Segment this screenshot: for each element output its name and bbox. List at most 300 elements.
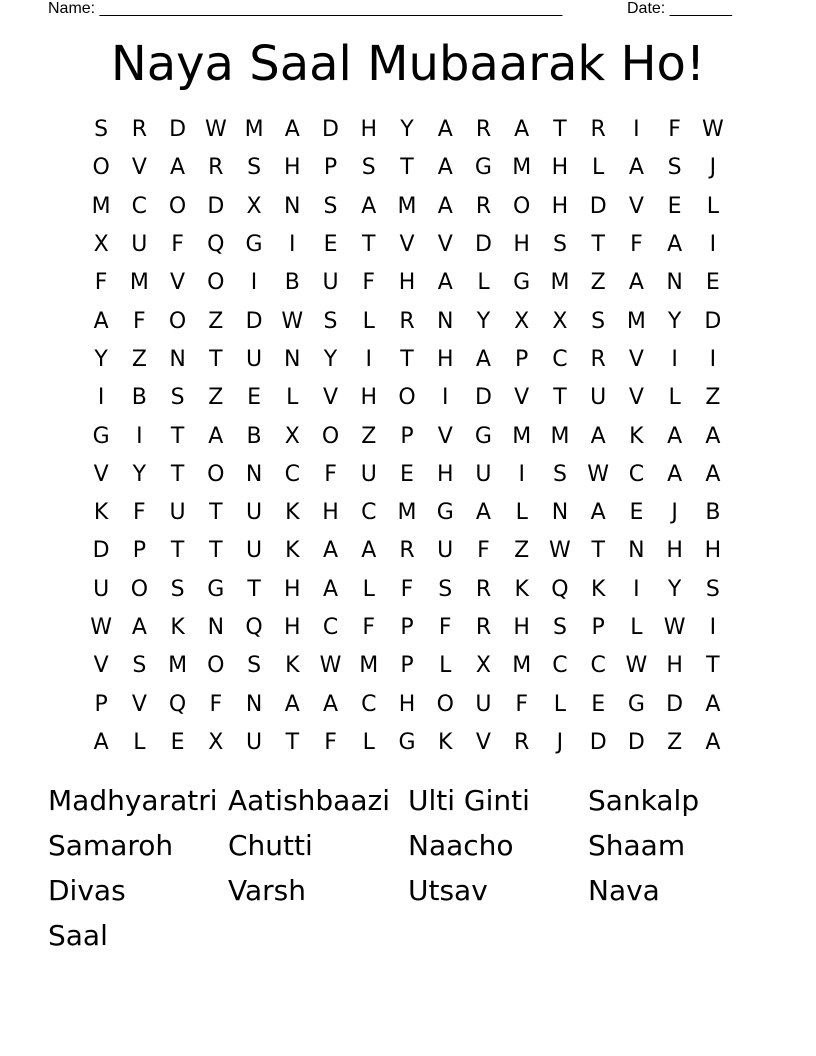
grid-cell[interactable]: K [170,615,185,640]
grid-cell[interactable]: U [246,729,263,755]
grid-cell[interactable]: L [668,385,681,411]
grid-cell[interactable]: Q [207,232,225,258]
grid-cell[interactable]: W [281,308,304,334]
grid-cell[interactable]: V [399,232,415,258]
grid-cell[interactable]: A [170,155,186,181]
grid-cell[interactable]: E [170,729,185,755]
grid-cell[interactable]: H [398,691,416,717]
grid-cell[interactable]: Z [361,423,377,449]
grid-cell[interactable]: N [551,500,569,526]
grid-cell[interactable]: J [709,155,717,181]
grid-cell[interactable]: C [284,461,300,487]
grid-cell[interactable]: C [131,193,148,219]
grid-row [82,647,732,685]
grid-cell[interactable]: U [475,461,492,487]
grid-cell[interactable]: S [247,155,262,181]
grid-cell[interactable]: E [705,270,720,296]
grid-cell[interactable]: X [552,308,568,334]
grid-cell[interactable]: G [436,500,454,526]
grid-cell[interactable]: V [131,691,147,717]
grid-cell[interactable]: M [397,193,417,219]
grid-cell[interactable]: D [169,117,187,143]
grid-cell[interactable]: A [628,155,644,181]
grid-cell[interactable]: S [323,193,338,219]
grid-cell[interactable]: T [285,729,300,755]
grid-cell[interactable]: C [322,615,339,640]
grid-cell[interactable]: D [207,193,225,219]
grid-cell[interactable]: L [133,729,146,755]
grid-cell[interactable]: A [475,500,491,526]
grid-cell[interactable]: A [437,193,453,219]
grid-cell[interactable]: T [209,500,223,526]
grid-cell[interactable]: I [671,346,678,372]
grid-cell[interactable]: H [284,615,301,640]
grid-cell[interactable]: O [436,691,454,717]
grid-cell[interactable]: A [322,576,339,602]
grid-cell[interactable]: Q [245,615,263,640]
grid-cell[interactable]: Z [208,385,224,411]
grid-cell[interactable]: L [515,500,528,526]
grid-cell[interactable]: T [209,346,223,372]
grid-cell[interactable]: H [513,232,530,258]
grid-cell[interactable]: K [514,576,529,602]
grid-cell[interactable]: H [551,155,569,181]
grid-cell[interactable]: C [590,653,606,679]
grid-cell[interactable]: T [247,576,261,602]
grid-cell[interactable]: T [706,653,720,679]
grid-cell[interactable]: N [245,691,263,717]
grid-cell[interactable]: I [97,385,105,411]
grid-cell[interactable]: A [705,461,721,487]
grid-cell[interactable]: N [666,270,683,296]
grid-cell[interactable]: O [130,576,149,602]
grid-cell[interactable]: A [705,729,721,755]
grid-cell[interactable]: W [549,538,571,564]
grid-cell[interactable]: P [400,653,414,679]
grid-cell[interactable]: S [705,576,720,602]
grid-cell[interactable]: F [133,308,146,334]
grid-cell[interactable]: V [437,232,453,258]
grid-cell[interactable]: M [129,270,149,296]
grid-cell[interactable]: W [587,461,610,487]
grid-cell[interactable]: K [285,653,300,679]
grid-cell[interactable]: Z [208,308,224,334]
grid-cell[interactable]: Y [476,308,491,334]
grid-cell[interactable]: D [474,385,492,411]
word-list-item: Madhyaratri [48,784,218,817]
grid-cell[interactable]: H [704,538,722,564]
grid-cell[interactable]: N [284,193,301,219]
grid-cell[interactable]: M [244,117,264,143]
grid-cell[interactable]: H [436,346,454,372]
grid-cell[interactable]: S [591,308,606,334]
grid-cell[interactable]: N [436,308,454,334]
grid-cell[interactable]: L [362,308,375,334]
grid-cell[interactable]: I [709,615,717,640]
grid-cell[interactable]: M [168,653,188,679]
grid-cell[interactable]: S [667,155,682,181]
grid-cell[interactable]: K [93,500,109,526]
grid-cell[interactable]: P [400,423,414,449]
grid-cell[interactable]: X [284,423,300,449]
grid-cell[interactable]: F [94,270,108,296]
grid-cell[interactable]: L [553,691,567,717]
grid-cell[interactable]: Z [667,729,683,755]
grid-cell[interactable]: A [361,538,377,564]
grid-cell[interactable]: A [475,346,491,372]
grid-cell[interactable]: Z [131,346,147,372]
grid-cell[interactable]: L [630,615,643,640]
grid-cell[interactable]: A [131,615,147,640]
grid-cell[interactable]: I [709,232,717,258]
grid-cell[interactable]: R [590,117,606,143]
grid-row [82,724,732,762]
grid-cell[interactable]: X [246,193,262,219]
grid-cell[interactable]: I [518,461,525,487]
grid-cell[interactable]: O [207,270,225,296]
grid-cell[interactable]: R [475,117,492,143]
grid-cell[interactable]: K [438,729,453,755]
grid-cell[interactable]: R [399,308,415,334]
grid-cell[interactable]: C [361,691,377,717]
grid-cell[interactable]: X [93,232,109,258]
grid-cell[interactable]: A [705,423,721,449]
grid-cell[interactable]: F [171,232,184,258]
grid-cell[interactable]: T [209,538,223,564]
grid-cell[interactable]: S [132,653,147,679]
grid-cell[interactable]: R [514,729,530,755]
grid-cell[interactable]: K [285,538,300,564]
grid-cell[interactable]: Z [590,270,606,296]
grid-cell[interactable]: A [590,423,606,449]
grid-cell[interactable]: F [324,729,337,755]
grid-cell[interactable]: D [666,691,684,717]
grid-cell[interactable]: O [207,653,225,679]
grid-cell[interactable]: Y [323,346,338,372]
grid-cell[interactable]: T [170,538,185,564]
grid-cell[interactable]: Y [400,117,414,143]
grid-cell[interactable]: F [668,117,681,143]
grid-cell[interactable]: R [399,538,415,564]
grid-cell[interactable]: V [628,193,644,219]
grid-cell[interactable]: T [170,423,185,449]
grid-cell[interactable]: D [92,538,110,564]
grid-cell[interactable]: F [477,538,490,564]
grid-cell[interactable]: F [209,691,223,717]
grid-cell[interactable]: F [630,232,643,258]
grid-cell[interactable]: U [475,691,492,717]
grid-cell[interactable]: G [513,270,531,296]
grid-cell[interactable]: P [515,346,529,372]
grid-cell[interactable]: H [284,576,301,602]
grid-cell[interactable]: W [663,615,686,640]
grid-cell[interactable]: H [360,385,378,411]
grid-cell[interactable]: G [207,576,225,602]
grid-cell[interactable]: R [475,615,492,640]
grid-cell[interactable]: C [552,346,568,372]
grid-cell[interactable]: I [709,346,717,372]
grid-cell[interactable]: L [592,155,605,181]
grid-cell[interactable]: G [474,423,492,449]
grid-cell[interactable]: Q [551,576,569,602]
grid-cell[interactable]: T [400,155,414,181]
grid-cell[interactable]: R [475,576,492,602]
grid-cell[interactable]: I [633,576,640,602]
grid-cell[interactable]: X [208,729,224,755]
grid-cell[interactable]: P [132,538,146,564]
grid-cell[interactable]: A [208,423,224,449]
grid-cell[interactable]: B [705,500,721,526]
grid-cell[interactable]: S [170,385,185,411]
grid-cell[interactable]: H [360,117,378,143]
grid-cell[interactable]: E [400,461,414,487]
grid-cell[interactable]: M [550,270,570,296]
grid-cell[interactable]: S [361,155,376,181]
grid-cell[interactable]: V [437,423,453,449]
grid-cell[interactable]: L [286,385,299,411]
grid-cell[interactable]: A [322,691,339,717]
grid-cell[interactable]: A [667,232,683,258]
grid-cell[interactable]: S [552,615,567,640]
grid-cell[interactable]: M [359,653,379,679]
grid-cell[interactable]: M [512,155,532,181]
grid-cell[interactable]: E [247,385,261,411]
grid-cell[interactable]: Q [168,691,187,717]
grid-cell[interactable]: A [284,691,300,717]
grid-cell[interactable]: T [591,538,605,564]
grid-cell[interactable]: G [474,155,492,181]
grid-cell[interactable]: R [475,193,492,219]
grid-cell[interactable]: M [550,423,570,449]
grid-cell[interactable]: M [397,500,417,526]
grid-cell[interactable]: F [515,691,529,717]
grid-cell[interactable]: M [512,653,532,679]
grid-cell[interactable]: F [362,270,376,296]
grid-cell[interactable]: H [398,270,416,296]
grid-cell[interactable]: T [591,232,605,258]
grid-cell[interactable]: U [590,385,607,411]
grid-cell[interactable]: A [437,117,453,143]
grid-cell[interactable]: V [628,385,644,411]
grid-cell[interactable]: D [589,193,607,219]
grid-cell[interactable]: S [94,117,109,143]
grid-cell[interactable]: C [628,461,645,487]
grid-cell[interactable]: O [321,423,340,449]
grid-cell[interactable]: U [246,500,263,526]
grid-cell[interactable]: Z [514,538,530,564]
grid-cell[interactable]: H [666,538,683,564]
grid-cell[interactable]: I [250,270,258,296]
grid-cell[interactable]: G [92,423,110,449]
grid-cell[interactable]: R [131,117,147,143]
grid-cell[interactable]: V [322,385,339,411]
grid-cell[interactable]: H [513,615,530,640]
grid-cell[interactable]: A [322,538,339,564]
grid-cell[interactable]: P [94,691,108,717]
grid-cell[interactable]: I [289,232,296,258]
grid-cell[interactable]: E [629,500,644,526]
grid-cell[interactable]: M [512,423,532,449]
date-field[interactable]: Date: _______ [627,0,732,17]
word-list-item: Divas [48,874,126,907]
grid-cell[interactable]: N [245,461,263,487]
grid-cell[interactable]: J [671,500,678,526]
grid-cell[interactable]: V [628,346,644,372]
grid-cell[interactable]: D [474,232,492,258]
grid-cell[interactable]: P [400,615,414,640]
grid-cell[interactable]: D [322,117,339,143]
grid-cell[interactable]: I [441,385,449,411]
grid-cell[interactable]: S [247,653,262,679]
grid-cell[interactable]: T [362,232,376,258]
grid-cell[interactable]: I [136,423,143,449]
grid-cell[interactable]: A [667,461,683,487]
grid-cell[interactable]: F [438,615,452,640]
grid-cell[interactable]: M [91,193,111,219]
grid-cell[interactable]: N [284,346,301,372]
grid-cell[interactable]: P [591,615,605,640]
grid-cell[interactable]: L [477,270,490,296]
grid-row [82,302,732,340]
grid-cell[interactable]: N [169,346,186,372]
grid-cell[interactable]: L [439,653,452,679]
grid-cell[interactable]: O [398,385,416,411]
grid-cell[interactable]: T [553,117,567,143]
grid-row [82,264,732,302]
grid-cell[interactable]: V [93,461,109,487]
grid-cell[interactable]: G [398,729,416,755]
grid-cell[interactable]: Z [705,385,721,411]
grid-cell[interactable]: E [667,193,682,219]
grid-cell[interactable]: H [284,155,301,181]
grid-cell[interactable]: A [93,729,109,755]
grid-cell[interactable]: V [514,385,530,411]
grid-cell[interactable]: S [552,232,567,258]
grid-cell[interactable]: Y [94,346,108,372]
grid-cell[interactable]: X [475,653,491,679]
grid-cell[interactable]: U [131,232,148,258]
grid-cell[interactable]: L [706,193,719,219]
grid-cell[interactable]: W [204,117,227,143]
grid-cell[interactable]: B [284,270,300,296]
grid-cell[interactable]: V [93,653,109,679]
grid-cell[interactable]: E [323,232,338,258]
grid-cell[interactable]: W [625,653,648,679]
grid-cell[interactable]: S [323,308,338,334]
grid-cell[interactable]: J [556,729,564,755]
grid-cell[interactable]: W [319,653,342,679]
grid-cell[interactable]: A [667,423,683,449]
grid-cell[interactable]: F [400,576,414,602]
grid-cell[interactable]: N [207,615,225,640]
grid-cell[interactable]: U [169,500,186,526]
grid-cell[interactable]: R [208,155,224,181]
grid-cell[interactable]: G [627,691,645,717]
grid-cell[interactable]: U [246,538,263,564]
grid-cell[interactable]: U [360,461,377,487]
grid-cell[interactable]: U [246,346,263,372]
grid-cell[interactable]: C [361,500,377,526]
grid-cell[interactable]: U [437,538,454,564]
grid-row [82,456,732,494]
grid-cell[interactable]: Y [132,461,147,487]
grid-cell[interactable]: W [90,615,112,640]
grid-cell[interactable]: L [362,576,375,602]
grid-cell[interactable]: K [590,576,606,602]
grid-cell[interactable]: V [131,155,147,181]
grid-cell[interactable]: G [245,232,263,258]
grid-cell[interactable]: Y [667,576,682,602]
grid-cell[interactable]: S [438,576,453,602]
grid-cell[interactable]: P [323,155,338,181]
grid-cell[interactable]: U [93,576,110,602]
grid-cell[interactable]: A [514,117,530,143]
grid-cell[interactable]: I [633,117,640,143]
grid-cell[interactable]: A [93,308,109,334]
grid-cell[interactable]: K [629,423,644,449]
grid-cell[interactable]: F [362,615,376,640]
grid-cell[interactable]: D [245,308,263,334]
grid-cell[interactable]: O [168,308,187,334]
grid-cell[interactable]: R [590,346,606,372]
grid-cell[interactable]: F [133,500,146,526]
name-field[interactable]: Name: ____________________________________________________ [48,0,563,17]
grid-cell[interactable]: A [628,270,644,296]
grid-cell[interactable]: T [170,461,185,487]
grid-cell[interactable]: B [246,423,262,449]
grid-cell[interactable]: I [365,346,372,372]
grid-cell[interactable]: B [131,385,147,411]
grid-cell[interactable]: L [362,729,375,755]
grid-cell[interactable]: N [628,538,645,564]
grid-cell[interactable]: A [590,500,606,526]
grid-cell[interactable]: U [322,270,339,296]
grid-cell[interactable]: D [589,729,607,755]
grid-cell[interactable]: Y [667,308,682,334]
grid-cell[interactable]: E [591,691,606,717]
grid-cell[interactable]: X [514,308,530,334]
grid-cell[interactable]: T [553,385,567,411]
grid-cell[interactable]: A [437,270,453,296]
grid-cell[interactable]: H [436,461,454,487]
grid-cell[interactable]: S [170,576,185,602]
grid-cell[interactable]: H [666,653,683,679]
grid-cell[interactable]: A [705,691,721,717]
grid-cell[interactable]: S [552,461,567,487]
grid-cell[interactable]: K [285,500,300,526]
grid-cell[interactable]: A [361,193,377,219]
grid-cell[interactable]: D [704,308,722,334]
grid-cell[interactable]: H [551,193,569,219]
grid-cell[interactable]: F [324,461,337,487]
grid-cell[interactable]: C [552,653,568,679]
grid-cell[interactable]: O [513,193,531,219]
grid-cell[interactable]: H [322,500,339,526]
grid-row [82,571,732,609]
grid-cell[interactable]: W [701,117,724,143]
grid-cell[interactable]: M [626,308,646,334]
grid-cell[interactable]: O [92,155,110,181]
grid-cell[interactable]: V [170,270,186,296]
grid-cell[interactable]: A [437,155,453,181]
grid-cell[interactable]: O [207,461,225,487]
grid-cell[interactable]: V [475,729,491,755]
grid-cell[interactable]: A [284,117,300,143]
grid-cell[interactable]: D [627,729,645,755]
letter-grid [82,111,732,762]
grid-cell[interactable]: O [168,193,187,219]
grid-cell[interactable]: T [400,346,414,372]
